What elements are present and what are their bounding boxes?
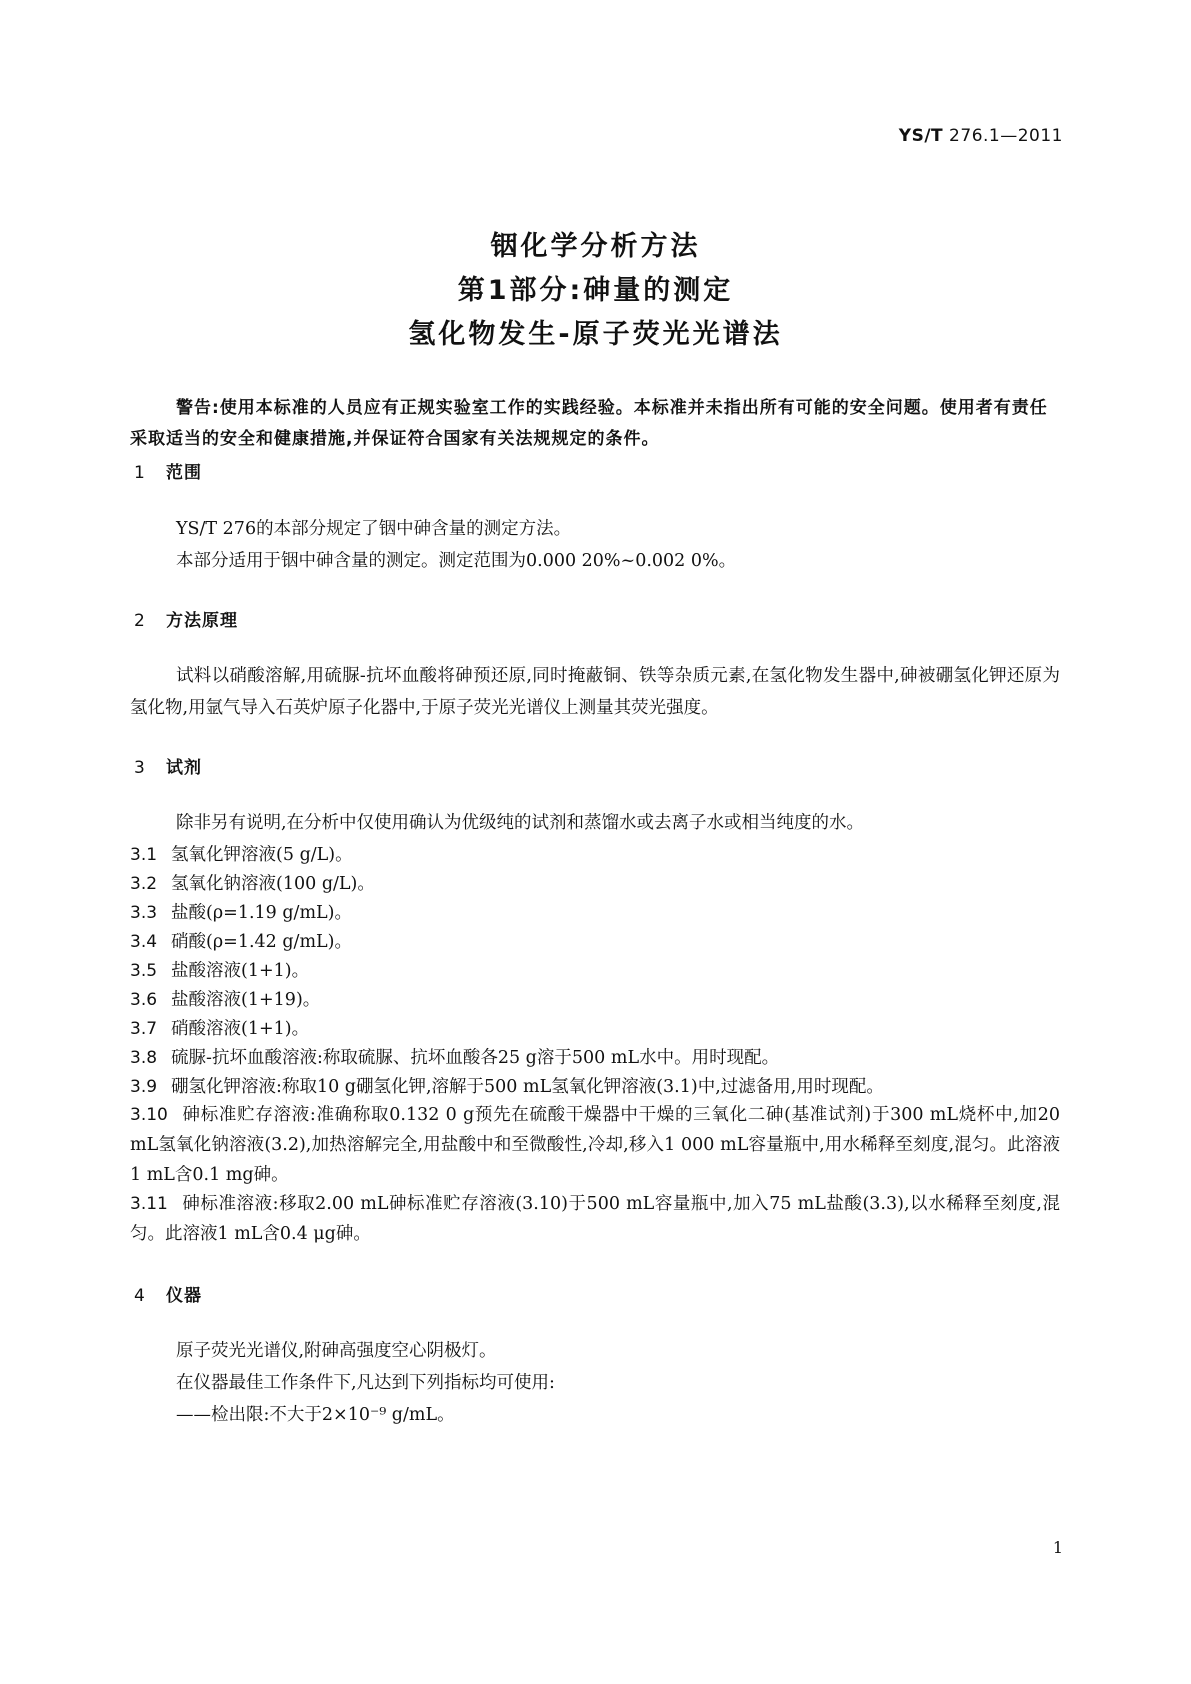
warning-paragraph: 警告:使用本标准的人员应有正规实验室工作的实践经验。本标准并未指出所有可能的安全问题。使用者有责任采取适当的安全和健康措施,并保证符合国家有关法规规定的条件。: [130, 398, 1048, 449]
instruments-paragraph-3: ——检出限:不大于2×10⁻⁹ g/mL。: [176, 1405, 455, 1425]
reagent-item: 3.1 氢氧化钾溶液(5 g/L)。: [130, 845, 353, 865]
reagent-item: 3.6 盐酸溶液(1+19)。: [130, 990, 321, 1010]
section-3-heading: 3 试剂: [134, 758, 202, 778]
section-4-heading: 4 仪器: [134, 1286, 202, 1306]
reagent-item: 3.11 砷标准溶液:移取2.00 mL砷标准贮存溶液(3.10)于500 mL容量瓶中,加入75 mL盐酸(3.3),以水稀释至刻度,混匀。此溶液1 mL含0.4 μg砷。: [130, 1194, 1060, 1244]
section-1-heading: 1 范围: [134, 463, 202, 483]
principle-paragraph: 试料以硝酸溶解,用硫脲-抗坏血酸将砷预还原,同时掩蔽铜、铁等杂质元素,在氢化物发生器中,砷被硼氢化钾还原为氢化物,用氩气导入石英炉原子化器中,于原子荧光光谱仪上测量其荧光强度。: [130, 666, 1060, 718]
reagent-item: 3.2 氢氧化钠溶液(100 g/L)。: [130, 874, 375, 894]
title-line-2: 第1部分:砷量的测定: [457, 275, 734, 306]
document-title: [0, 225, 1191, 357]
reagent-item: 3.3 盐酸(ρ=1.19 g/mL)。: [130, 903, 352, 923]
title-line-3: 氢化物发生-原子荧光光谱法: [408, 319, 783, 350]
reagent-item: 3.7 硝酸溶液(1+1)。: [130, 1019, 310, 1039]
scope-paragraph-2: 本部分适用于铟中砷含量的测定。测定范围为0.000 20%~0.002 0%。: [176, 551, 737, 571]
reagent-item: 3.8 硫脲-抗坏血酸溶液:称取硫脲、抗坏血酸各25 g溶于500 mL水中。用时现配。: [130, 1048, 780, 1068]
title-line-1: 铟化学分析方法: [490, 231, 701, 262]
document-code: YS/T 276.1—2011: [898, 126, 1063, 146]
instruments-paragraph-2: 在仪器最佳工作条件下,凡达到下列指标均可使用:: [176, 1373, 555, 1393]
instruments-paragraph-1: 原子荧光光谱仪,附砷高强度空心阴极灯。: [176, 1341, 497, 1361]
reagents-intro: 除非另有说明,在分析中仅使用确认为优级纯的试剂和蒸馏水或去离子水或相当纯度的水。: [176, 813, 865, 833]
section-2-heading: 2 方法原理: [134, 611, 238, 631]
reagent-item: 3.5 盐酸溶液(1+1)。: [130, 961, 310, 981]
page-number: 1: [1052, 1538, 1063, 1557]
reagent-item: 3.9 硼氢化钾溶液:称取10 g硼氢化钾,溶解于500 mL氢氧化钾溶液(3.1)中,过滤备用,用时现配。: [130, 1077, 884, 1097]
scope-paragraph-1: YS/T 276的本部分规定了铟中砷含量的测定方法。: [176, 519, 572, 539]
reagent-item: 3.10 砷标准贮存溶液:准确称取0.132 0 g预先在硫酸干燥器中干燥的三氧化二砷(基准试剂)于300 mL烧杯中,加20 mL氢氧化钠溶液(3.2),加热溶解完全,用盐酸中和至微酸性,冷却,移入1 000 mL容量瓶中,用水稀释至刻度,混匀。此溶液1 mL含0.1 mg砷。: [130, 1105, 1060, 1185]
reagent-item: 3.4 硝酸(ρ=1.42 g/mL)。: [130, 932, 352, 952]
